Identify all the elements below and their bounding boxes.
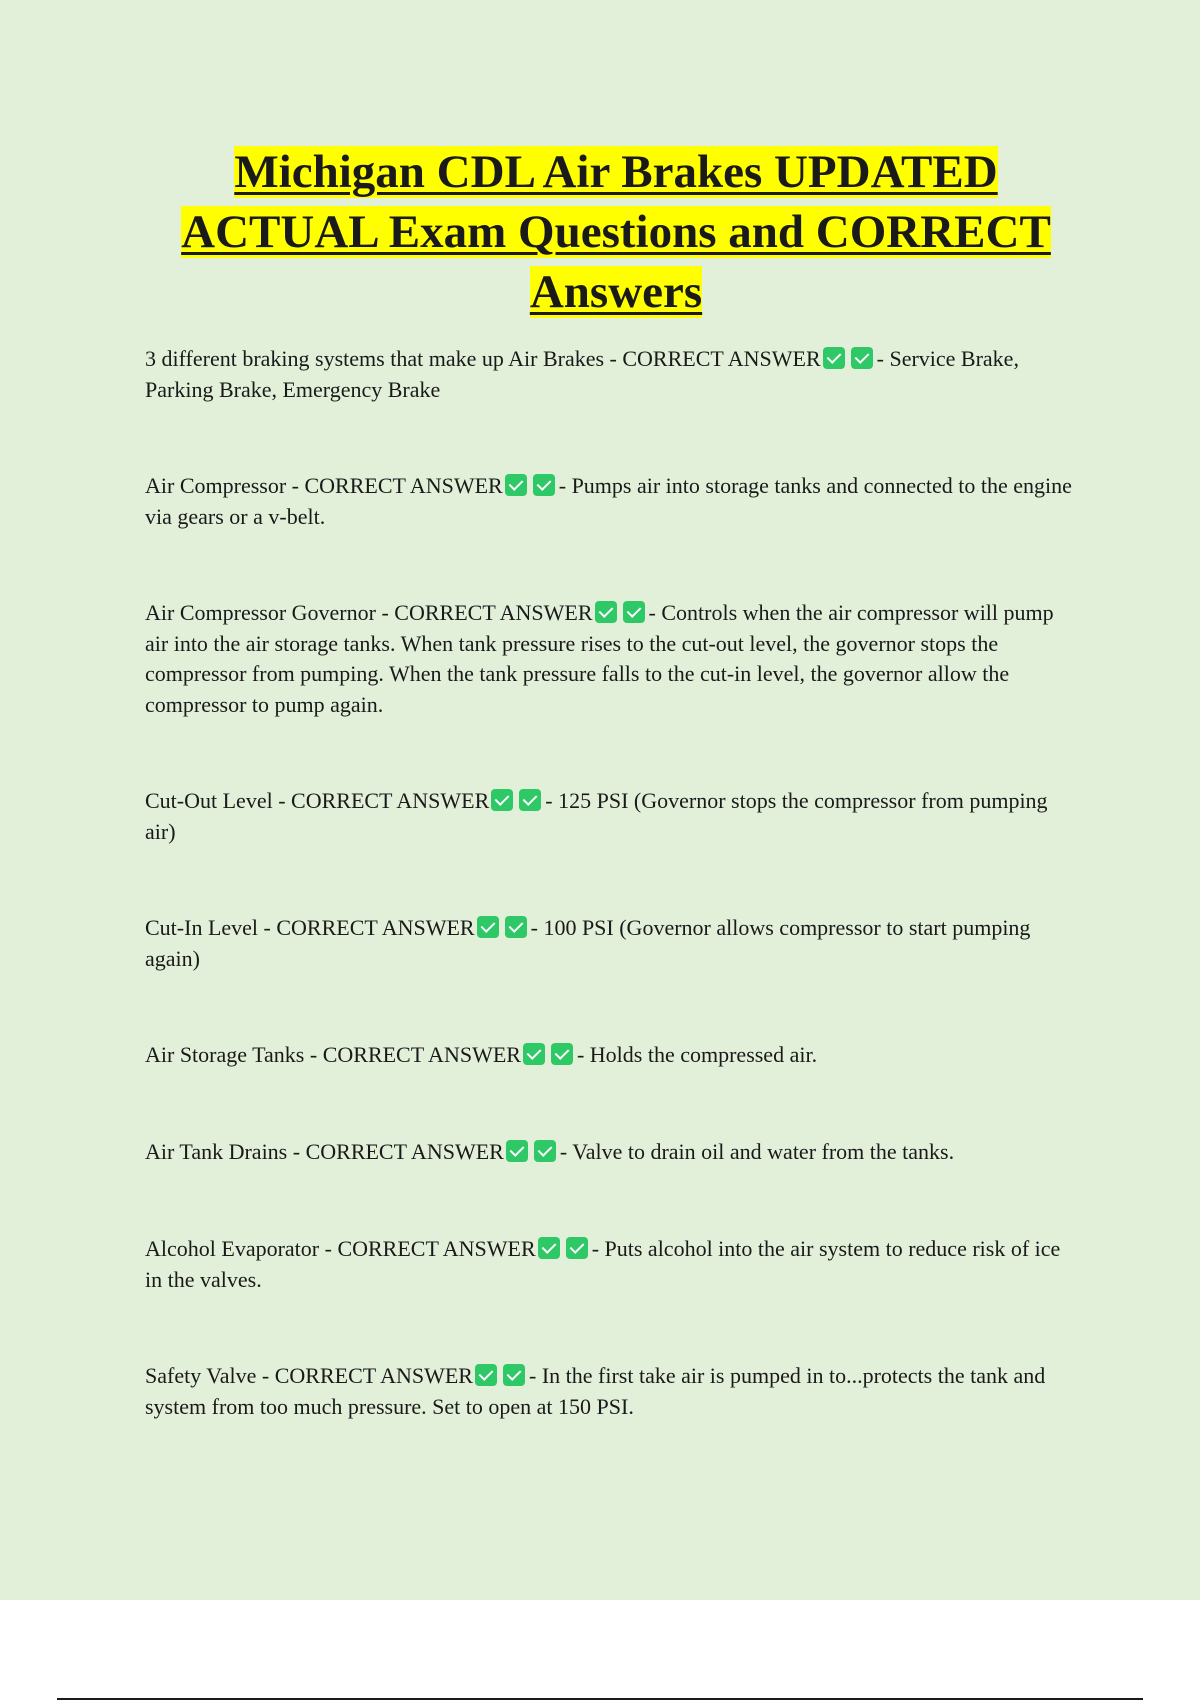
- green-checkbox-icon: [505, 474, 527, 496]
- qa-answer: Service Brake, Parking Brake, Emergency Brake: [145, 346, 1019, 402]
- green-checkbox-icon: [503, 1364, 525, 1386]
- qa-term: Air Storage Tanks: [145, 1042, 305, 1067]
- green-checkbox-icon: [533, 474, 555, 496]
- qa-answer: 100 PSI (Governor allows compressor to start pumping again): [145, 915, 1031, 971]
- qa-answer: Puts alcohol into the air system to reduce risk of ice in the valves.: [145, 1236, 1061, 1292]
- qa-term: Air Compressor: [145, 473, 287, 498]
- qa-term: Cut-In Level: [145, 915, 259, 940]
- answer-marker: CORRECT ANSWER: [291, 788, 490, 813]
- qa-term: Air Tank Drains: [145, 1139, 288, 1164]
- qa-answer: Holds the compressed air.: [589, 1042, 818, 1067]
- green-checkbox-icon: [823, 347, 845, 369]
- qa-term: Air Compressor Governor: [145, 600, 376, 625]
- green-checkbox-icon: [566, 1237, 588, 1259]
- qa-term: 3 different braking systems that make up Air Brakes: [145, 346, 605, 371]
- green-checkbox-icon: [519, 789, 541, 811]
- qa-answer: Valve to drain oil and water from the tanks.: [572, 1139, 955, 1164]
- title-line: ACTUAL Exam Questions and CORRECT: [181, 206, 1051, 258]
- green-checkbox-icon: [551, 1043, 573, 1065]
- green-checkbox-icon: [534, 1140, 556, 1162]
- qa-item: Air Compressor - CORRECT ANSWER - Pumps air into storage tanks and connected to the engine via gears or a v-belt.: [145, 473, 1072, 529]
- green-checkbox-icon: [851, 347, 873, 369]
- qa-item: Cut-Out Level - CORRECT ANSWER - 125 PSI (Governor stops the compressor from pumping air): [145, 788, 1048, 844]
- qa-term: Alcohol Evaporator: [145, 1236, 320, 1261]
- qa-item: Air Tank Drains - CORRECT ANSWER - Valve to drain oil and water from the tanks.: [145, 1139, 955, 1164]
- qa-term: Safety Valve: [145, 1363, 257, 1388]
- green-checkbox-icon: [475, 1364, 497, 1386]
- green-checkbox-icon: [505, 916, 527, 938]
- qa-item: 3 different braking systems that make up Air Brakes - CORRECT ANSWER - Service Brake, Parking Brake, Emergency Brake: [145, 346, 1019, 402]
- green-checkbox-icon: [491, 789, 513, 811]
- document-title: [140, 142, 1092, 322]
- answer-marker: CORRECT ANSWER: [305, 1139, 504, 1164]
- green-checkbox-icon: [506, 1140, 528, 1162]
- answer-marker: CORRECT ANSWER: [622, 346, 821, 371]
- answer-marker: CORRECT ANSWER: [274, 1363, 473, 1388]
- title-line: Answers: [529, 266, 703, 318]
- answer-marker: CORRECT ANSWER: [304, 473, 503, 498]
- qa-item: Cut-In Level - CORRECT ANSWER - 100 PSI (Governor allows compressor to start pumping again): [145, 915, 1031, 971]
- qa-item: Air Storage Tanks - CORRECT ANSWER - Holds the compressed air.: [145, 1042, 818, 1067]
- qa-item: Alcohol Evaporator - CORRECT ANSWER - Puts alcohol into the air system to reduce risk of ice in the valves.: [145, 1236, 1061, 1292]
- answer-marker: CORRECT ANSWER: [276, 915, 475, 940]
- title-line: Michigan CDL Air Brakes UPDATED: [234, 146, 998, 198]
- green-checkbox-icon: [538, 1237, 560, 1259]
- green-checkbox-icon: [595, 601, 617, 623]
- answer-marker: CORRECT ANSWER: [337, 1236, 536, 1261]
- qa-answer: 125 PSI (Governor stops the compressor from pumping air): [145, 788, 1048, 844]
- green-checkbox-icon: [477, 916, 499, 938]
- answer-marker: CORRECT ANSWER: [322, 1042, 521, 1067]
- qa-answer: Controls when the air compressor will pump air into the air storage tanks. When tank pressure rises to the cut-out level, the governor stops the compressor from pumping. When the tank pressure falls to the cut-in level, the governor allow the compressor to pump again.: [145, 600, 1054, 717]
- qa-item: Safety Valve - CORRECT ANSWER - In the first take air is pumped in to...protects the tank and system from too much pressure. Set to open at 150 PSI.: [145, 1363, 1046, 1419]
- qa-answer: In the first take air is pumped in to...protects the tank and system from too much pressure. Set to open at 150 PSI.: [145, 1363, 1046, 1419]
- answer-marker: CORRECT ANSWER: [394, 600, 593, 625]
- green-checkbox-icon: [623, 601, 645, 623]
- qa-answer: Pumps air into storage tanks and connected to the engine via gears or a v-belt.: [145, 473, 1072, 529]
- qa-term: Cut-Out Level: [145, 788, 273, 813]
- green-checkbox-icon: [523, 1043, 545, 1065]
- qa-item: Air Compressor Governor - CORRECT ANSWER - Controls when the air compressor will pump air into the air storage tanks. When tank pressure rises to the cut-out level, the governor stops the compressor from pumping. When the tank pressure falls to the cut-in level, the governor allow the compressor to pump again.: [145, 600, 1054, 717]
